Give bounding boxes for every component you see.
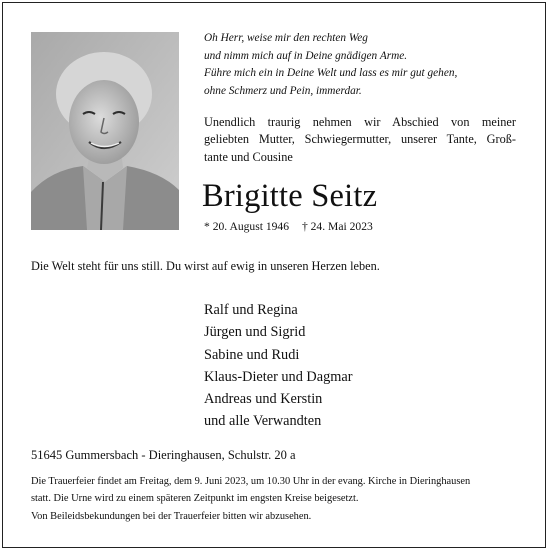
farewell-statement	[204, 114, 516, 166]
mourner-entry: und alle Verwandten	[204, 413, 322, 430]
poem-line: ohne Schmerz und Pein, immerdar.	[204, 84, 362, 97]
farewell-line: Unendlich traurig nehmen wir Abschied von meiner	[204, 115, 516, 129]
farewell-line: tante und Cousine	[204, 149, 293, 164]
death-date: † 24. Mai 2023	[301, 220, 373, 233]
mourners-list	[204, 299, 352, 433]
poem-line: Führe mich ein in Deine Welt und lass es mir gut gehen,	[204, 67, 458, 80]
farewell-line: geliebten Mutter, Schwiegermutter, unserer Tante, Groß-	[204, 132, 516, 147]
portrait-photo	[31, 32, 179, 230]
birth-date: * 20. August 1946	[204, 220, 290, 233]
poem-verse	[204, 30, 534, 100]
poem-line: Oh Herr, weise mir den rechten Weg	[204, 32, 368, 44]
mourner-entry: Klaus-Dieter und Dagmar	[204, 368, 353, 385]
mourner-entry: Sabine und Rudi	[204, 346, 300, 363]
portrait-image	[31, 32, 179, 230]
family-address: 51645 Gummersbach - Dieringhausen, Schulstr. 20 a	[31, 448, 296, 462]
life-dates	[204, 220, 373, 233]
mourner-entry: Jürgen und Sigrid	[204, 324, 306, 341]
mourner-entry: Ralf und Regina	[204, 302, 298, 318]
service-notes	[31, 473, 531, 525]
memorial-motto: Die Welt steht für uns still. Du wirst auf ewig in unseren Herzen leben.	[31, 259, 380, 273]
deceased-name: Brigitte Seitz	[202, 178, 378, 214]
service-note-line: statt. Die Urne wird zu einem späteren Zeitpunkt im engsten Kreise beigesetzt.	[31, 493, 359, 505]
service-note-line: Von Beileidsbekundungen bei der Trauerfeier bitten wir abzusehen.	[31, 510, 312, 522]
service-note-line: Die Trauerfeier findet am Freitag, dem 9. Juni 2023, um 10.30 Uhr in der evang. Kirche in Dieringhausen	[31, 476, 471, 487]
mourner-entry: Andreas und Kerstin	[204, 391, 323, 408]
poem-line: und nimm mich auf in Deine gnädigen Arme.	[204, 49, 408, 62]
